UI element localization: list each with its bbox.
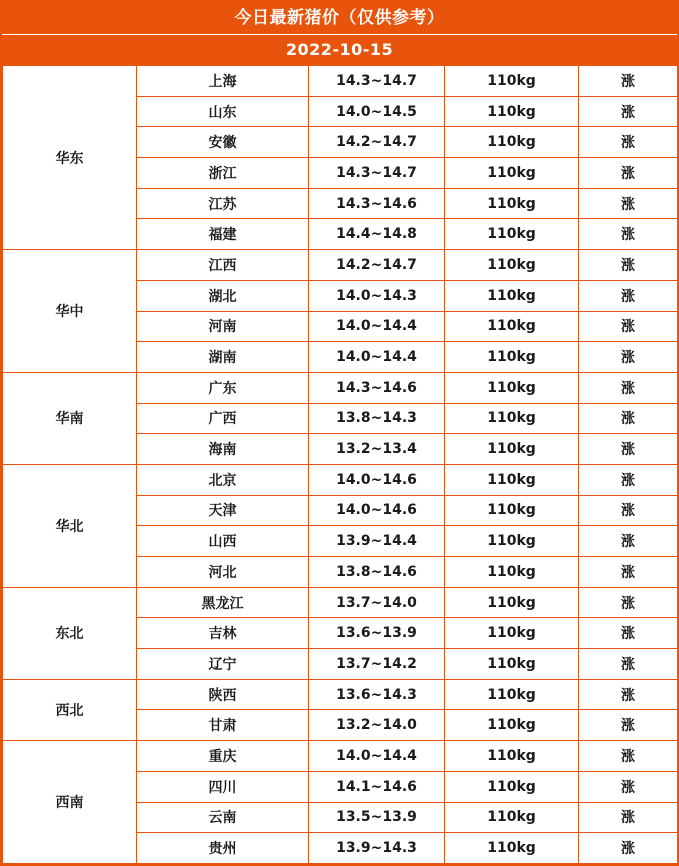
trend-cell: 涨 xyxy=(579,311,678,342)
trend-cell: 涨 xyxy=(579,372,678,403)
price-cell: 14.3~14.6 xyxy=(309,188,445,219)
trend-cell: 涨 xyxy=(579,802,678,833)
price-cell: 13.7~14.0 xyxy=(309,587,445,618)
trend-cell: 涨 xyxy=(579,158,678,189)
trend-cell: 涨 xyxy=(579,464,678,495)
price-cell: 13.8~14.3 xyxy=(309,403,445,434)
table-row xyxy=(3,587,678,618)
price-cell: 14.4~14.8 xyxy=(309,219,445,250)
trend-cell: 涨 xyxy=(579,710,678,741)
province-cell: 天津 xyxy=(137,495,309,526)
province-cell: 贵州 xyxy=(137,833,309,864)
weight-cell: 110kg xyxy=(445,372,579,403)
region-cell: 华北 xyxy=(3,464,137,587)
weight-cell: 110kg xyxy=(445,741,579,772)
trend-cell: 涨 xyxy=(579,280,678,311)
weight-cell: 110kg xyxy=(445,833,579,864)
weight-cell: 110kg xyxy=(445,464,579,495)
province-cell: 福建 xyxy=(137,219,309,250)
weight-cell: 110kg xyxy=(445,158,579,189)
province-cell: 山西 xyxy=(137,526,309,557)
province-cell: 重庆 xyxy=(137,741,309,772)
price-cell: 13.9~14.3 xyxy=(309,833,445,864)
table-row xyxy=(3,66,678,97)
province-cell: 江西 xyxy=(137,250,309,281)
region-cell: 西北 xyxy=(3,679,137,740)
table-row xyxy=(3,464,678,495)
trend-cell: 涨 xyxy=(579,403,678,434)
province-cell: 广西 xyxy=(137,403,309,434)
trend-cell: 涨 xyxy=(579,96,678,127)
trend-cell: 涨 xyxy=(579,587,678,618)
weight-cell: 110kg xyxy=(445,495,579,526)
weight-cell: 110kg xyxy=(445,710,579,741)
trend-cell: 涨 xyxy=(579,434,678,465)
trend-cell: 涨 xyxy=(579,741,678,772)
price-cell: 14.0~14.6 xyxy=(309,464,445,495)
price-cell: 14.0~14.4 xyxy=(309,741,445,772)
trend-cell: 涨 xyxy=(579,495,678,526)
price-cell: 13.5~13.9 xyxy=(309,802,445,833)
province-cell: 河北 xyxy=(137,557,309,588)
price-cell: 13.6~14.3 xyxy=(309,679,445,710)
weight-cell: 110kg xyxy=(445,557,579,588)
weight-cell: 110kg xyxy=(445,526,579,557)
weight-cell: 110kg xyxy=(445,311,579,342)
weight-cell: 110kg xyxy=(445,250,579,281)
price-cell: 14.2~14.7 xyxy=(309,127,445,158)
price-cell: 13.8~14.6 xyxy=(309,557,445,588)
price-cell: 14.1~14.6 xyxy=(309,771,445,802)
province-cell: 陕西 xyxy=(137,679,309,710)
weight-cell: 110kg xyxy=(445,403,579,434)
province-cell: 海南 xyxy=(137,434,309,465)
price-cell: 14.0~14.5 xyxy=(309,96,445,127)
province-cell: 辽宁 xyxy=(137,649,309,680)
province-cell: 广东 xyxy=(137,372,309,403)
trend-cell: 涨 xyxy=(579,679,678,710)
province-cell: 山东 xyxy=(137,96,309,127)
weight-cell: 110kg xyxy=(445,679,579,710)
trend-cell: 涨 xyxy=(579,188,678,219)
weight-cell: 110kg xyxy=(445,771,579,802)
price-cell: 13.2~14.0 xyxy=(309,710,445,741)
price-cell: 14.2~14.7 xyxy=(309,250,445,281)
region-cell: 华东 xyxy=(3,66,137,250)
table-row xyxy=(3,372,678,403)
weight-cell: 110kg xyxy=(445,802,579,833)
weight-cell: 110kg xyxy=(445,280,579,311)
province-cell: 江苏 xyxy=(137,188,309,219)
price-cell: 13.2~13.4 xyxy=(309,434,445,465)
weight-cell: 110kg xyxy=(445,188,579,219)
region-cell: 华中 xyxy=(3,250,137,373)
price-table xyxy=(2,65,678,864)
weight-cell: 110kg xyxy=(445,618,579,649)
province-cell: 吉林 xyxy=(137,618,309,649)
trend-cell: 涨 xyxy=(579,833,678,864)
price-cell: 14.0~14.4 xyxy=(309,342,445,373)
price-cell: 13.7~14.2 xyxy=(309,649,445,680)
trend-cell: 涨 xyxy=(579,526,678,557)
province-cell: 上海 xyxy=(137,66,309,97)
price-cell: 14.3~14.7 xyxy=(309,158,445,189)
province-cell: 云南 xyxy=(137,802,309,833)
region-cell: 西南 xyxy=(3,741,137,864)
region-cell: 华南 xyxy=(3,372,137,464)
trend-cell: 涨 xyxy=(579,557,678,588)
page-title: 今日最新猪价（仅供参考） xyxy=(2,2,677,34)
trend-cell: 涨 xyxy=(579,66,678,97)
province-cell: 甘肃 xyxy=(137,710,309,741)
province-cell: 黑龙江 xyxy=(137,587,309,618)
price-cell: 14.0~14.3 xyxy=(309,280,445,311)
trend-cell: 涨 xyxy=(579,219,678,250)
price-table-body xyxy=(3,66,678,864)
date-label: 2022-10-15 xyxy=(2,34,677,65)
weight-cell: 110kg xyxy=(445,219,579,250)
province-cell: 湖南 xyxy=(137,342,309,373)
price-cell: 13.9~14.4 xyxy=(309,526,445,557)
province-cell: 浙江 xyxy=(137,158,309,189)
province-cell: 北京 xyxy=(137,464,309,495)
weight-cell: 110kg xyxy=(445,66,579,97)
weight-cell: 110kg xyxy=(445,587,579,618)
province-cell: 湖北 xyxy=(137,280,309,311)
trend-cell: 涨 xyxy=(579,127,678,158)
province-cell: 安徽 xyxy=(137,127,309,158)
trend-cell: 涨 xyxy=(579,649,678,680)
weight-cell: 110kg xyxy=(445,649,579,680)
table-row xyxy=(3,679,678,710)
price-cell: 14.0~14.4 xyxy=(309,311,445,342)
region-cell: 东北 xyxy=(3,587,137,679)
province-cell: 河南 xyxy=(137,311,309,342)
trend-cell: 涨 xyxy=(579,618,678,649)
table-row xyxy=(3,250,678,281)
trend-cell: 涨 xyxy=(579,250,678,281)
province-cell: 四川 xyxy=(137,771,309,802)
weight-cell: 110kg xyxy=(445,342,579,373)
table-row xyxy=(3,741,678,772)
weight-cell: 110kg xyxy=(445,96,579,127)
price-cell: 14.3~14.6 xyxy=(309,372,445,403)
price-cell: 14.0~14.6 xyxy=(309,495,445,526)
trend-cell: 涨 xyxy=(579,342,678,373)
price-cell: 14.3~14.7 xyxy=(309,66,445,97)
price-cell: 13.6~13.9 xyxy=(309,618,445,649)
trend-cell: 涨 xyxy=(579,771,678,802)
weight-cell: 110kg xyxy=(445,127,579,158)
weight-cell: 110kg xyxy=(445,434,579,465)
